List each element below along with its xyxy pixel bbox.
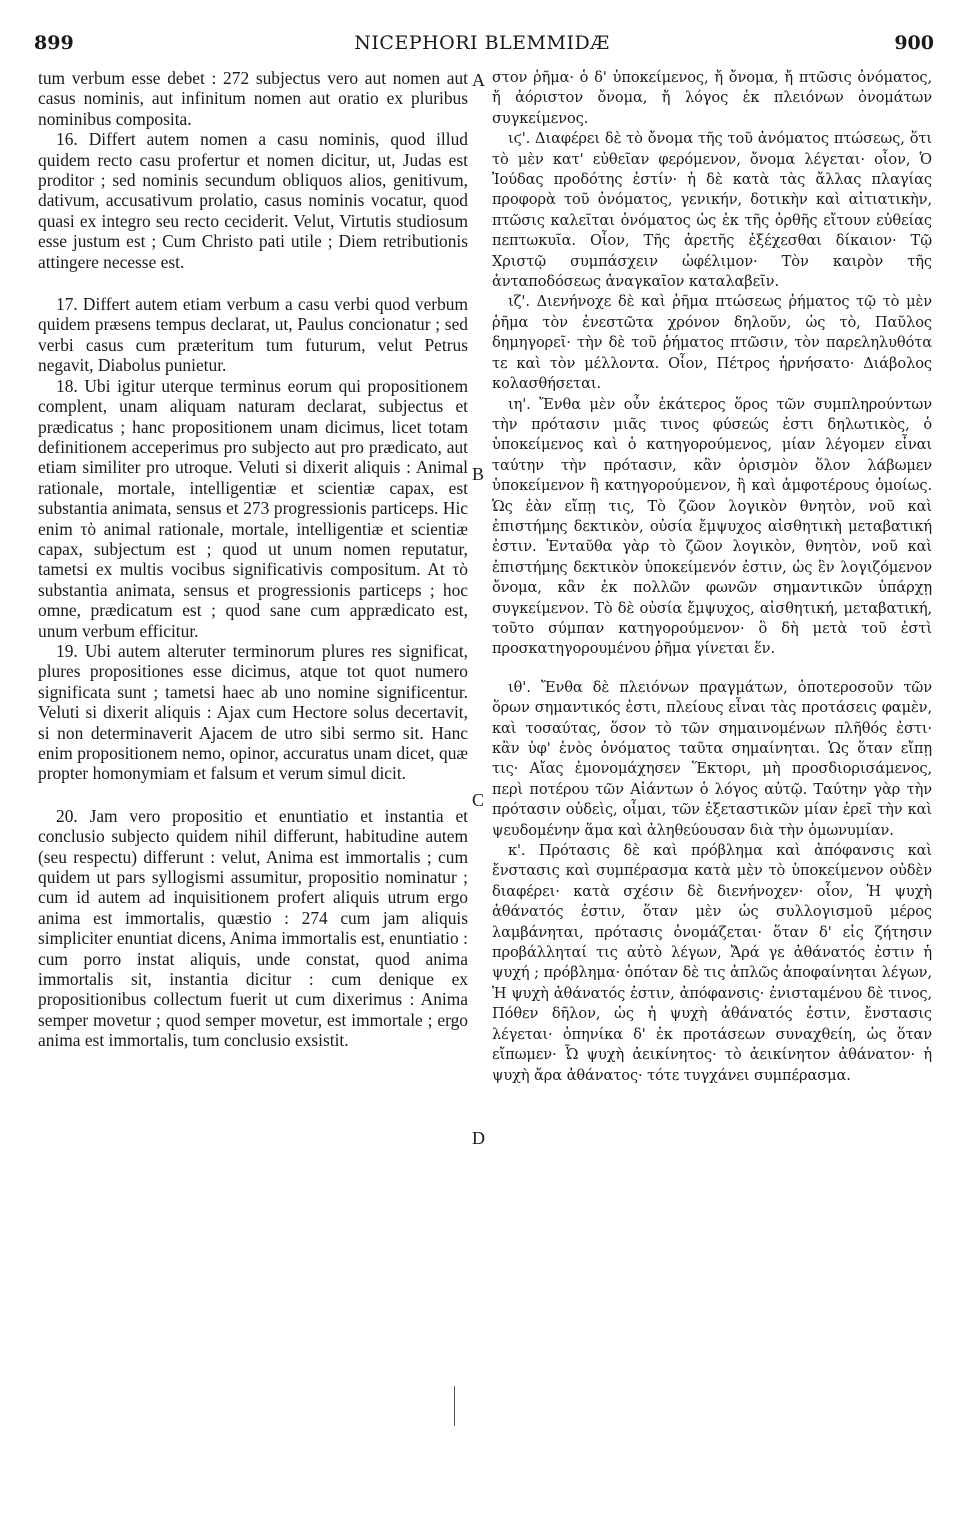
latin-paragraph-18: 18. Ubi igitur uterque terminus eorum qui propositionem complent, unam aliquam naturam declarat, subjectus et prædicatus ; hanc propositionem unam dicimus, licet totam definitionem acceperimus pro subjecto aut pro prædicato, aut etiam similiter pro utroque. Veluti si dixerit aliquis : Animal rationale, mortale, intelligentiæ et scientiæ capax, est substantia animata, sensus et 273 progressionis particeps. Hic enim τὸ animal rationale, mortale, intelligentiæ et scientiæ capax, subjectum est ; quod ut unum nomen reputatur, tametsi ex multis vocibus significativis compositum. At τὸ substantia animata, sensus et progressionis particeps ; hoc omne, prædicatum est ; quod sane cum apprædicato est, unum verbum efficitur. xyxy=(38,375,468,641)
greek-paragraph-18: ιη'. Ἔνθα μὲν οὖν ἑκάτερος ὅρος τῶν συμπληρούντων τὴν πρότασιν μιᾶς τινος φύσεώς ἐστι δηλωτικὸς, ὁ ὑποκείμενος καὶ ὁ κατηγορούμενος, μίαν λέγομεν εἶναι ταύτην τὴν πρότασιν, κἂν ὁρισμὸν ὅλον λάβωμεν ὑποκείμενον ἢ κατηγορούμενον, ἢ καὶ ἀμφοτέρους ὁμοίως. Ὡς ἐὰν εἴπῃ τις, Τὸ ζῶον λογικὸν θνητὸν, νοῦ καὶ ἐπιστήμης δεκτικὸν, οὐσία ἔμψυχος αἰσθητικὴ μεταβατική ἐστιν. Ἐνταῦθα γὰρ τὸ ζῶον λογικὸν, θνητὸν, νοῦ καὶ ἐπιστήμης δεκτικὸν ὑποκείμενόν ἐστιν, ὡς ἓν λογιζόμενον ὄνομα, κἂν ἐκ πολλῶν φωνῶν σημαντικῶν ὑπάρχῃ συγκείμενον. Τὸ δὲ οὐσία ἔμψυχος, αἰσθητική, μεταβατική, τοῦτο σύμπαν κατηγορούμενον· ὃ δὴ μετὰ τοῦ ἐστὶ προσκατηγορουμένου ῥῆμα γίνεται ἕν. xyxy=(492,395,932,658)
latin-column xyxy=(38,68,468,1051)
margin-marker-b: B xyxy=(472,464,485,484)
latin-paragraph-17: 17. Differt autem etiam verbum a casu verbi quod verbum quidem præsens tempus declarat, ut, Paulus concionatur ; sed verbi casus cum præteritum tum futurum, velut Petrus negavit, Diabolus punietur. xyxy=(38,294,468,376)
margin-marker-a: A xyxy=(472,70,485,90)
column-end-rule xyxy=(454,1386,455,1426)
page-number-left: 899 xyxy=(34,32,74,54)
running-title: NICEPHORI BLEMMIDÆ xyxy=(354,32,610,54)
greek-paragraph-continuation: στον ῥῆμα· ὁ δ' ὑποκείμενος, ἤ ὄνομα, ἤ πτῶσις ὀνόματος, ἤ ἀόριστον ὄνομα, ἤ λόγος ἐκ πλειόνων ὀνομάτων συγκείμενος. xyxy=(492,69,932,127)
greek-paragraph-16: ιϛ'. Διαφέρει δὲ τὸ ὄνομα τῆς τοῦ ἀνόματος πτώσεως, ὅτι τὸ μὲν κατ' εὐθεῖαν φερόμενον, ὄνομα λέγεται· οἷον, Ὁ Ἰούδας προδότης ἐστίν· ἡ δὲ κατὰ τὰς ἄλλας πλαγίας προφορὰ τοῦ ὀνόματος, γενικήν, δοτικὴν καὶ αἰτιατικὴν, πτῶσις καλεῖται ὀνόματος ὡς ἐκ τῆς ὀρθῆς εἴτουν εὐθείας πεπτωκυῖα. Οἷον, Τῆς ἀρετῆς ἐξέχεσθαι δίκαιον· Τῷ Χριστῷ συμπάσχειν ὠφέλιμον· Τὸν καιρὸν τῆς ἀνταποδόσεως ἀναγκαῖον καταλαβεῖν. xyxy=(492,130,932,291)
latin-paragraph-20: 20. Jam vero propositio et enuntiatio et instantia et conclusio subjecto quidem nihil differunt, habitudine autem (seu respectu) differunt : velut, Anima est immortalis ; cum quidem ut pars syllogismi assumitur, propositio nominatur ; cum id autem ad inquisitionem profert aliquis utrum ergo anima est immortalis, quæstio : 274 cum jam aliquis simpliciter enuntiat dicens, Anima immortalis est, enuntiatio : cum porro instat aliquis, unde constat, quod anima immortalis sit, instantia dicitur : cum denique ex propositionibus collectum fuerit ut cum dixerimus : Anima semper movetur ; quod semper movetur, est immortale ; ergo anima est immortalis, tum conclusio exsistit. xyxy=(38,805,468,1051)
latin-paragraph-19: 19. Ubi autem alteruter terminorum plures res significat, plures propositiones esse dicimus, atque tot quot numero significata sunt ; tametsi haec ab uno nomine significentur. Veluti si dixerit aliquis : Ajax cum Hectore solus decertavit, si non determinaverit Ajacem de utro sibi sermo sit. Hanc enim propositionem nemo, opinor, accuratus unam dicet, quæ propter homonymiam et falsum et verum simul dicit. xyxy=(38,640,468,784)
running-header xyxy=(30,32,934,58)
margin-marker-d: D xyxy=(472,1128,485,1148)
greek-paragraph-17: ιζ'. Διενήνοχε δὲ καὶ ῥῆμα πτώσεως ῥήματος τῷ τὸ μὲν ῥῆμα τὸν ἐνεστῶτα χρόνον δηλοῦν, ὡς τὸ, Παῦλος δημηγορεῖ· τὴν δὲ τοῦ ῥήματος πτῶσιν, τὸν παρεληλυθότα τε καὶ τὸν μέλλοντα. Οἷον, Πέτρος ἠρνήσατο· Διάβολος κολασθήσεται. xyxy=(492,293,932,393)
latin-paragraph-continuation: tum verbum esse debet : 272 subjectus vero aut nomen aut casus nominis, aut infinitum nomen aut oratio ex pluribus nominibus composita. xyxy=(38,68,468,129)
latin-paragraph-16: 16. Differt autem nomen a casu nominis, quod illud quidem recto casu profertur et nomen dicitur, ut, Judas est proditor ; sed nominis secundum obliquos alios, genitivum, dativum, accusativum prolatio, casus nominis vocatur, quod quasi ex integro seu recto ceciderit. Velut, Virtutis studiosum esse justum est ; Cum Christo pati utile ; Diem retributionis attingere necesse est. xyxy=(38,129,468,272)
margin-marker-c: C xyxy=(472,790,485,810)
greek-paragraph-19: ιθ'. Ἔνθα δὲ πλειόνων πραγμάτων, ὁποτεροσοῦν τῶν ὅρων σημαντικός ἐστι, πλείους εἶναι τὰς προτάσεις φαμὲν, καὶ τοσαύτας, ὅσον τὸ τῶν σημαινομένων πλῆθός ἐστι· κἂν ὑφ' ἑνὸς ὀνόματος ταῦτα σημαίνηται. Ὡς ὅταν εἴπῃ τις· Αἴας ἐμονομάχησεν Ἕκτορι, μὴ προσδιορισάμενος, περὶ ποτέρου τῶν Αἰάντων ὁ λόγος αὐτῷ. Ταύτην γὰρ τὴν πρότασιν οὐδεὶς, οἶμαι, τῶν ἐξεταστικῶν μίαν ἐρεῖ τὴν καὶ ψευδομένην ἅμα καὶ ἀληθεύουσαν διὰ τὴν ὁμωνυμίαν. xyxy=(492,678,932,839)
page-number-right: 900 xyxy=(894,32,934,54)
greek-column xyxy=(492,68,932,1086)
greek-paragraph-20: κ'. Πρότασις δὲ καὶ πρόβλημα καὶ ἀπόφανσις καὶ ἔνστασις καὶ συμπέρασμα κατὰ μὲν τὸ ὑποκείμενον οὐδὲν διαφέρει· κατὰ σχέσιν δὲ διενήνοχεν· οἷον, Ἡ ψυχὴ ἀθάνατός ἐστιν, ὅταν μὲν ὡς συλλογισμοῦ μέρος λαμβάνηται, πρότασις ὀνομάζεται· ὅταν δ' εἰς ζήτησιν προβάλληταί τις αὐτὸ λέγων, Ἄρά γε ἀθάνατός ἐστιν ἡ ψυχή ; πρόβλημα· ὁπόταν δὲ τις ἁπλῶς ἀποφαίνηται λέγων, Ἡ ψυχὴ ἀθάνατός ἐστιν, ἀπόφανσις· ἐνισταμένου δὲ τινος, Πόθεν δῆλον, ὡς ἡ ψυχὴ ἀθάνατός ἐστιν, ἔνστασις λέγεται· ὁπηνίκα δ' ἐκ προτάσεων συναχθείη, ὡς ὅταν εἴπωμεν· Ὦ ψυχὴ ἀεικίνητος· τὸ ἀεικίνητον ἀθάνατον· ἡ ψυχὴ ἄρα ἀθάνατος· τότε τυγχάνει συμπέρασμα. xyxy=(492,842,932,1084)
